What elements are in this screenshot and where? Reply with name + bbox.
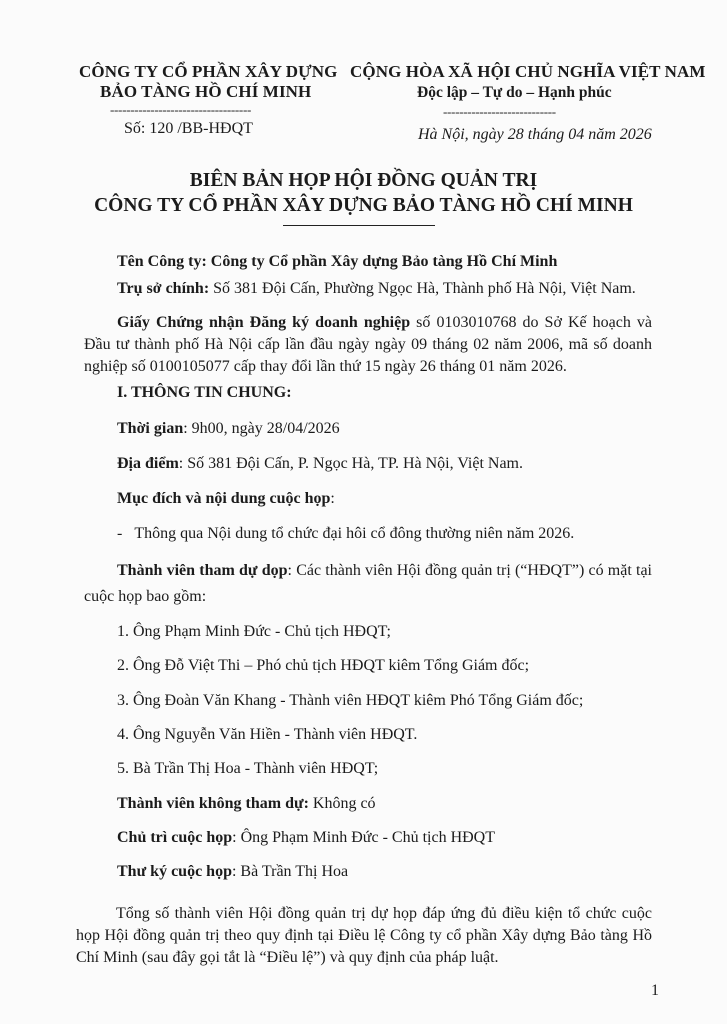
meeting-location: [117, 455, 523, 473]
nation-title: CỘNG HÒA XÃ HỘI CHỦ NGHĨA VIỆT NAM: [350, 62, 706, 81]
secretary-value: : Bà Trần Thị Hoa: [231, 863, 349, 880]
purpose-item: [117, 525, 574, 543]
document-title-line1: BIÊN BẢN HỌP HỘI ĐỒNG QUẢN TRỊ: [189, 170, 538, 191]
headquarters: [117, 280, 636, 298]
document-number: Số: 120 /BB-HĐQT: [124, 120, 253, 137]
member-item: 2. Ông Đỗ Việt Thi – Phó chủ tịch HĐQT kiêm Tổng Giám đốc;: [117, 657, 530, 674]
attendees-value: : Các thành viên Hội đồng quản trị (“HĐQT”) có mặt tại cuộc họp bao gồm:: [84, 562, 652, 605]
absent-members: [117, 795, 376, 813]
member-item: 4. Ông Nguyễn Văn Hiền - Thành viên HĐQT.: [117, 726, 418, 743]
document-title-line2: CÔNG TY CỔ PHẦN XÂY DỰNG BẢO TÀNG HỒ CHÍ MINH: [94, 195, 633, 216]
purpose-label: Mục đích và nội dung cuộc họp: [117, 490, 331, 507]
quorum-paragraph: Tổng số thành viên Hội đồng quản trị dự họp đáp ứng đủ điều kiện tổ chức cuộc họp Hội đồng quản trị theo quy định tại Điều lệ Công ty cổ phần Xây dựng Bảo tàng Hồ Chí Minh (sau đây gọi tắt là “Điều lệ”) và quy định của pháp luật.: [76, 905, 652, 966]
company-name: Tên Công ty: Công ty Cổ phần Xây dựng Bảo tàng Hồ Chí Minh: [117, 253, 558, 270]
attendees-label: Thành viên tham dự dọp: [117, 562, 288, 579]
meeting-purpose: [117, 490, 335, 508]
page-number: 1: [651, 982, 659, 999]
national-motto: Độc lập – Tự do – Hạnh phúc: [417, 84, 612, 101]
time-label: Thời gian: [117, 420, 184, 437]
business-certificate: [84, 312, 652, 378]
absent-value: Không có: [308, 795, 376, 812]
purpose-colon: :: [330, 490, 335, 507]
headquarters-value: Số 381 Đội Cấn, Phường Ngọc Hà, Thành phố Hà Nội, Việt Nam.: [209, 280, 636, 297]
time-value: : 9h00, ngày 28/04/2026: [183, 420, 340, 437]
bullet-dash: -: [117, 525, 123, 542]
secretary-label: Thư ký cuộc họp: [117, 863, 232, 880]
location-label: Địa điểm: [117, 455, 179, 472]
meeting-time: [117, 420, 340, 438]
member-item: 5. Bà Trần Thị Hoa - Thành viên HĐQT;: [117, 760, 379, 777]
company-name-line2: BẢO TÀNG HỒ CHÍ MINH: [100, 82, 312, 101]
section-heading: I. THÔNG TIN CHUNG:: [117, 384, 292, 401]
member-item: 1. Ông Phạm Minh Đức - Chủ tịch HĐQT;: [117, 623, 391, 640]
place-date: Hà Nội, ngày 28 tháng 04 năm 2026: [418, 126, 652, 143]
member-item: 3. Ông Đoàn Văn Khang - Thành viên HĐQT kiêm Phó Tổng Giám đốc;: [117, 692, 584, 709]
chair-value: : Ông Phạm Minh Đức - Chủ tịch HĐQT: [232, 829, 495, 846]
headquarters-label: Trụ sở chính:: [117, 280, 210, 297]
header-right-divider: ----------------------------: [443, 104, 556, 119]
title-underline: [283, 225, 435, 226]
meeting-secretary: [117, 863, 348, 881]
attendees: [84, 558, 652, 610]
meeting-chair: [117, 829, 495, 847]
certificate-value: số 0103010768 do Sở Kế hoạch và Đầu tư thành phố Hà Nội cấp lần đầu ngày ngày 09 tháng 02 năm 2006, mã số doanh nghiệp số 0100105077 cấp thay đổi lần thứ 15 ngày 26 tháng 01 năm 2026.: [84, 314, 653, 375]
location-value: : Số 381 Đội Cấn, P. Ngọc Hà, TP. Hà Nội, Việt Nam.: [178, 455, 523, 472]
company-name-line1: CÔNG TY CỔ PHẦN XÂY DỰNG: [79, 62, 338, 81]
header-left-divider: -----------------------------------: [110, 102, 252, 117]
chair-label: Chủ trì cuộc họp: [117, 829, 233, 846]
certificate-label: Giấy Chứng nhận Đăng ký doanh nghiệp: [117, 314, 411, 331]
absent-label: Thành viên không tham dự:: [117, 795, 309, 812]
purpose-item-text: Thông qua Nội dung tổ chức đại hôi cổ đông thường niên năm 2026.: [134, 525, 575, 542]
